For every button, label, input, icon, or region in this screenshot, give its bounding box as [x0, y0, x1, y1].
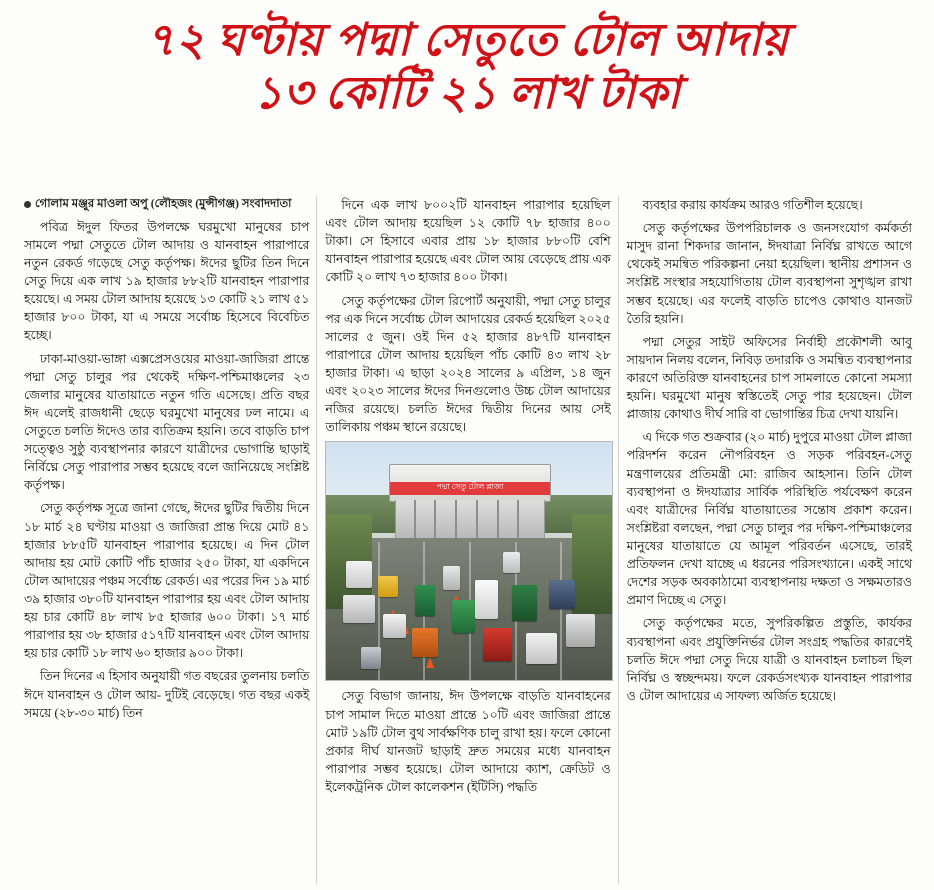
- paragraph: সেতু কর্তৃপক্ষের উপপরিচালক ও জনসংযোগ কর্মকর্তা মাসুদ রানা শিকদার জানান, ঈদযাত্রা নির্বিঘ্ন রাখতে আগে থেকেই সমন্বিত পরিকল্পনা নেয়া হয়েছিল। স্থানীয় প্রশাসন ও সংশ্লিষ্ট সংস্থার সহযোগিতায় টোল ব্যবস্থাপনা সুশৃঙ্খল রাখা সম্ভব হয়েছে। এর ফলেই বাড়তি চাপেও কোথাও যানজট তৈরি হয়নি।: [626, 221, 912, 326]
- photo-vehicle: [512, 585, 538, 621]
- photo-canopy-caption: পদ্মা সেতু টোল প্লাজা: [436, 482, 504, 492]
- photo-vehicle: [549, 580, 575, 609]
- paragraph: তিন দিনের এ হিসাব অনুযায়ী গত বছরের তুলনায় চলতি ঈদে যানবাহন ও টোল আয়- দুটিই বেড়েছে। গত বছর একই সময়ে (২৮-৩০ মার্চ) তিন: [24, 669, 310, 720]
- byline-text: গোলাম মঞ্জুর মাওলা অপু (লৌহজং (মুন্সীগঞ্জ) সংবাদদাতা: [35, 198, 292, 210]
- paragraph: সেতু কর্তৃপক্ষ সূত্রে জানা গেছে, ঈদের ছুটির দ্বিতীয় দিনে ১৮ মার্চ ২৪ ঘণ্টায় মাওয়া ও জাজিরা প্রান্ত দিয়ে মোট ৪১ হাজার ৮৮৫টি যানবাহন পারাপার হয়েছে। এ দিন টোল আদায় হয় মোট কোটি পাঁচ হাজার ২৫০ টাকা, যা একদিনে টোল আদায়ের পঞ্চম সর্বোচ্চ রেকর্ড। এর পরের দিন ১৯ মার্চ ৩৯ হাজার ৩৮০টি যানবাহন পারাপার হয় এবং টোল আদায় হয় চার কোটি ৪৮ লাখ ৮৫ হাজার ৬০০ টাকা। ১৭ মার্চ পারাপার হয় ৩৮ হাজার ৫১৭টি যানবাহন এবং টোল আদায় হয় চার কোটি ১৮ লাখ ৬০ হাজার ৯০০ টাকা।: [24, 501, 310, 661]
- headline-line-1: ৭২ ঘণ্টায় পদ্মা সেতুতে টোল আদায়: [145, 15, 789, 65]
- paragraph: দিনে এক লাখ ৮০০২টি যানবাহন পারাপার হয়েছিল এবং টোল আদায় হয়েছিল ১২ কোটি ৭৮ হাজার ৪০০ টাকা। সে হিসাবে এবার প্রায় ১৮ হাজার ৮৮০টি বেশি যানবাহন পারাপার হয়েছে এবং টোল আয় বেড়েছে প্রায় এক কোটি ২০ লাখ ৭৩ হাজার ৪০০ টাকা।: [325, 198, 611, 285]
- paragraph: ব্যবহার করায় কার্যক্রম আরও গতিশীল হয়েছে।: [642, 198, 863, 212]
- photo-vehicle: [475, 580, 498, 618]
- photo-roadside-right: [572, 514, 612, 614]
- headline-line-2: ১৩ কোটি ২১ লাখ টাকা: [253, 68, 681, 119]
- photo-vehicle: [415, 585, 435, 616]
- photo-vehicle: [378, 576, 398, 597]
- photo-vehicle: [526, 633, 557, 664]
- photo-toll-canopy: [389, 464, 551, 502]
- article-column-1: [24, 196, 309, 884]
- photo-vehicle: [483, 628, 512, 661]
- bullet-icon: [24, 201, 31, 208]
- padma-bridge-toll-plaza-photo: [325, 441, 612, 681]
- byline: [24, 196, 309, 213]
- article-column-2: [325, 196, 610, 884]
- photo-vehicle: [503, 552, 520, 573]
- photo-vehicle: [566, 614, 595, 647]
- column-divider: [618, 196, 619, 884]
- paragraph: পবিত্র ঈদুল ফিতর উপলক্ষে ঘরমুখো মানুষের চাপ সামলে পদ্মা সেতুতে টোল আদায় ও যানবাহন পারাপারে নতুন রেকর্ড গড়েছে সেতু কর্তৃপক্ষ। ঈদের ছুটির তিন দিনে সেতু দিয়ে এক লাখ ১৯ হাজার ৮৮২টি যানবাহন পারাপার হয়েছে। এ সময় টোল আদায় হয়েছে ১৩ কোটি ২১ লাখ ৫১ হাজার ৮০০ টাকা, যা এ সময়ে সর্বোচ্চ হিসেবে বিবেচিত হচ্ছে।: [24, 219, 310, 343]
- article-column-3: [627, 196, 912, 884]
- paragraph: সেতু কর্তৃপক্ষের টোল রিপোর্ট অনুযায়ী, পদ্মা সেতু চালুর পর এক দিনে সর্বোচ্চ টোল আদায়ের রেকর্ড হয়েছিল ২০২৫ সালের ৫ জুন। ওই দিন ৫২ হাজার ৪৮৭টি যানবাহন পারাপারে টোল আদায় হয়েছিল পাঁচ কোটি ৪৩ লাখ ২৮ হাজার টাকা। এ ছাড়া ২০২৪ সালের ৯ এপ্রিল, ১৪ জুন এবং ২০২৩ সালের ঈদের দিনগুলোও উচ্চ টোল আদায়ের নজির রয়েছে। চলতি ঈদের দ্বিতীয় দিনের আয় সেই তালিকায় পঞ্চম স্থানে রয়েছে।: [325, 293, 611, 435]
- paragraph: পদ্মা সেতুর সাইট অফিসের নির্বাহী প্রকৌশলী আবু সায়দান নিলয় বলেন, নিবিড় তদারকি ও সমন্বিত ব্যবস্থাপনার কারণে অতিরিক্ত যানবাহনের চাপ সামলাতে কোনো সমস্যা হয়নি। ঘরমুখো মানুষ স্বস্তিতেই সেতু পার হয়েছেন। টোল প্লাজায় কোথাও দীর্ঘ সারি বা ভোগান্তির চিত্র দেখা যায়নি।: [626, 334, 912, 422]
- paragraph: ঢাকা-মাওয়া-ভাঙ্গা এক্সপ্রেসওয়ের মাওয়া-জাজিরা প্রান্তে পদ্মা সেতু চালুর পর থেকেই দক্ষিণ-পশ্চিমাঞ্চলের ২৩ জেলার মানুষের যাতায়াতে নতুন গতি এসেছে। প্রতি বছর ঈদ এলেই রাজধানী ছেড়ে ঘরমুখো মানুষের ঢল নামে। এ সেতুতে চলতি ঈদেও তার ব্যতিক্রম হয়নি। তবে বাড়তি চাপ সত্ত্বেও সুষ্ঠু ব্যবস্থাপনার কারণে যাত্রীদের ভোগান্তি ছাড়াই নির্বিঘ্নে সেতু পারাপার সম্ভব হয়েছে বলে জানিয়েছে সংশ্লিষ্ট কর্তৃপক্ষ।: [24, 351, 310, 493]
- paragraph: সেতু বিভাগ জানায়, ঈদ উপলক্ষে বাড়তি যানবাহনের চাপ সামাল দিতে মাওয়া প্রান্তে ১০টি এবং জাজিরা প্রান্তে মোট ১৯টি টোল বুথ সার্বক্ষণিক চালু রাখা হয়। ফলে কোনো প্রকার দীর্ঘ যানজট ছাড়াই দ্রুত সময়ের মধ্যে যানবাহন পারাপার সম্ভব হয়েছে। টোল আদায়ে ক্যাশ, ক্রেডিট ও ইলেকট্রনিক টোল কালেকশন (ইটিসি) পদ্ধতি: [325, 689, 611, 794]
- paragraph: সেতু কর্তৃপক্ষের মতে, সুপরিকল্পিত প্রস্তুতি, কার্যকর ব্যবস্থাপনা এবং প্রযুক্তিনির্ভর টোল সংগ্রহ পদ্ধতির কারণেই চলতি ঈদে পদ্মা সেতু দিয়ে যাত্রী ও যানবাহন চলাচল ছিল নির্বিঘ্ন ও স্বচ্ছন্দময়। ফলে রেকর্ডসংখ্যক যানবাহন পারাপার ও টোল আদায়ের এ সাফল্য অর্জিত হয়েছে।: [626, 616, 912, 703]
- photo-vehicle: [383, 614, 406, 638]
- photo-vehicle: [346, 561, 372, 587]
- paragraph: এ দিকে গত শুক্রবার (২০ মার্চ) দুপুরে মাওয়া টোল প্লাজা পরিদর্শন করেন নৌপরিবহন ও সড়ক পরিবহন-সেতু মন্ত্রণালয়ের প্রতিমন্ত্রী মো: রাজিব আহসান। তিনি টোল ব্যবস্থাপনা ও ঈদযাত্রার সার্বিক পরিস্থিতি পর্যবেক্ষণ করেন এবং যাত্রীদের নির্বিঘ্ন যাতায়াতের সন্তোষ প্রকাশ করেন। সংশ্লিষ্টরা বলছেন, পদ্মা সেতু চালুর পর দক্ষিণ-পশ্চিমাঞ্চলের মানুষের যাতায়াতে যে আমূল পরিবর্তন এসেছে, তারই প্রতিফলন দেখা যাচ্ছে এ ধরনের পরিসংখ্যানে। একই সাথে দেশের সড়ক অবকাঠামো ব্যবস্থাপনায় দক্ষতা ও সক্ষমতারও প্রমাণ দিচ্ছে এ সেতু।: [626, 430, 912, 608]
- photo-vehicle: [343, 595, 374, 624]
- photo-vehicle: [361, 647, 381, 668]
- photo-vehicle: [412, 628, 438, 657]
- photo-vehicle: [452, 600, 475, 633]
- photo-toll-booths: [395, 500, 545, 538]
- column-divider: [316, 196, 317, 884]
- photo-vehicle: [443, 566, 460, 590]
- article-columns: [24, 196, 912, 884]
- page-title: [0, 0, 934, 124]
